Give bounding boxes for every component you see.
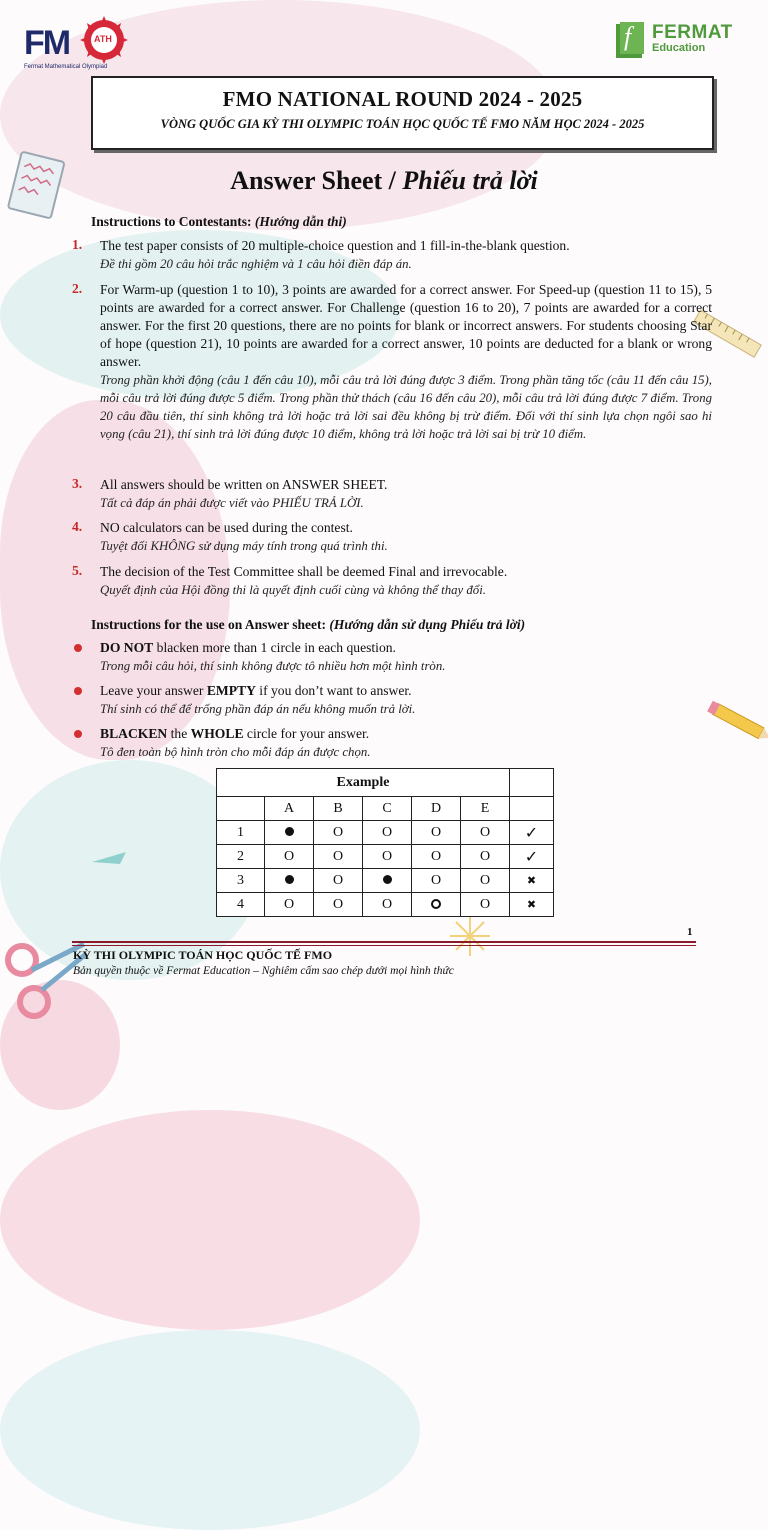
empty-circle: O <box>412 869 461 893</box>
example-table <box>216 768 554 917</box>
instruction-text-vi: Đề thi gồm 20 câu hỏi trắc nghiệm và 1 câu hỏi điền đáp án. <box>100 257 412 271</box>
answer-sheet-title-en: Answer Sheet / <box>230 166 396 195</box>
page-title: FMO NATIONAL ROUND 2024 - 2025 <box>222 87 583 111</box>
page-subtitle: VÒNG QUỐC GIA KỲ THI OLYMPIC TOÁN HỌC QUỐC TẾ FMO NĂM HỌC 2024 - 2025 <box>160 117 645 131</box>
check-icon: ✓ <box>510 821 554 845</box>
footer-divider <box>72 941 696 943</box>
instructions-heading-vi: (Hướng dẫn thi) <box>254 214 347 229</box>
empty-circle: O <box>461 893 510 917</box>
column-header: E <box>461 797 510 821</box>
instruction-text-en: The test paper consists of 20 multiple-choice question and 1 fill-in-the-blank question. <box>100 238 570 253</box>
table-row <box>217 869 554 893</box>
filled-circle-icon <box>265 869 314 893</box>
empty-circle: O <box>461 821 510 845</box>
footer-copyright: Bản quyền thuộc về Fermat Education – Nghiêm cấm sao chép dưới mọi hình thức <box>73 965 454 977</box>
footer-title: KỲ THI OLYMPIC TOÁN HỌC QUỐC TẾ FMO <box>73 948 333 962</box>
empty-circle: O <box>363 821 412 845</box>
item-number: 4. <box>72 519 83 534</box>
row-label: 2 <box>217 845 265 869</box>
page-number: 1 <box>687 926 693 938</box>
item-number: 5. <box>72 563 83 578</box>
table-cell <box>510 769 554 797</box>
instruction-item <box>100 281 712 443</box>
row-label: 4 <box>217 893 265 917</box>
empty-circle: O <box>363 845 412 869</box>
instruction-text-en: For Warm-up (question 1 to 10), 3 points are awarded for a correct answer. For Speed-up (question 11 to 15), 5 points are awarded for a correct answer. For Challenge (question 16 to 20), 7 points are awarded for a correct answer. For the first 20 questions, there are no points for blank or incorrect answers. For students choosing Star of hope (question 21), 10 points are awarded for a correct answer, 10 points are deducted for a blank or wrong answer. <box>100 282 712 369</box>
sparkle-icon <box>448 914 492 958</box>
column-header: D <box>412 797 461 821</box>
header-box <box>91 76 714 150</box>
fmo-logo-letters: FM <box>24 24 70 62</box>
row-label: 3 <box>217 869 265 893</box>
instructions-heading-en: Instructions to Contestants: <box>91 214 252 229</box>
example-header-row <box>217 797 554 821</box>
instructions-heading <box>91 214 347 230</box>
table-row <box>217 893 554 917</box>
table-cell <box>217 797 265 821</box>
bullet-dot <box>74 687 82 695</box>
usage-item <box>100 639 712 675</box>
answer-sheet-title-vi: Phiếu trả lời <box>402 166 538 195</box>
instruction-text-vi: Tất cả đáp án phải được viết vào PHIẾU TRẢ LỜI. <box>100 496 364 510</box>
item-number: 3. <box>72 476 83 491</box>
sparkle-icon <box>90 848 130 866</box>
answer-sheet-title <box>0 166 768 196</box>
fmo-logo-tagline: Fermat Mathematical Olympiad <box>24 64 108 70</box>
usage-text-vi: Trong mỗi câu hỏi, thí sinh không được tô nhiều hơn một hình tròn. <box>100 659 446 673</box>
usage-rest: if you don’t want to answer. <box>255 683 412 698</box>
usage-heading <box>91 617 525 633</box>
empty-circle: O <box>412 845 461 869</box>
ring-circle-icon <box>412 893 461 917</box>
instruction-item <box>100 563 712 599</box>
filled-circle-icon <box>363 869 412 893</box>
item-number: 2. <box>72 281 83 296</box>
empty-circle: O <box>314 893 363 917</box>
usage-item <box>100 725 712 761</box>
cross-icon: ✖ <box>510 869 554 893</box>
empty-circle: O <box>265 893 314 917</box>
fermat-logo-sub: Education <box>652 42 706 54</box>
fermat-logo-name: FERMAT <box>652 22 733 43</box>
usage-bold: EMPTY <box>206 683 256 698</box>
table-row <box>217 821 554 845</box>
usage-text-en <box>100 682 712 700</box>
empty-circle: O <box>461 845 510 869</box>
usage-bold: DO NOT <box>100 640 154 655</box>
example-title-row <box>217 769 554 797</box>
usage-item <box>100 682 712 718</box>
fmo-logo <box>24 14 132 74</box>
footer-divider <box>72 945 696 946</box>
usage-rest: circle for your answer. <box>243 726 370 741</box>
usage-pre: Leave your answer <box>100 683 207 698</box>
empty-circle: O <box>314 869 363 893</box>
usage-text-vi: Thí sinh có thể để trống phần đáp án nếu không muốn trả lời. <box>100 702 416 716</box>
usage-heading-en: Instructions for the use on Answer sheet: <box>91 617 327 632</box>
empty-circle: O <box>363 893 412 917</box>
empty-circle: O <box>314 821 363 845</box>
empty-circle: O <box>412 821 461 845</box>
column-header: C <box>363 797 412 821</box>
empty-circle: O <box>461 869 510 893</box>
instruction-item <box>100 519 712 555</box>
usage-heading-vi: (Hướng dẫn sử dụng Phiếu trả lời) <box>329 617 526 632</box>
usage-text-en <box>100 725 712 743</box>
usage-text-vi: Tô đen toàn bộ hình tròn cho mỗi đáp án được chọn. <box>100 745 371 759</box>
column-header: B <box>314 797 363 821</box>
instruction-text-vi: Trong phần khởi động (câu 1 đến câu 10), mỗi câu trả lời đúng được 3 điểm. Trong phần tăng tốc (câu 11 đến câu 15), mỗi câu trả lời đúng được 5 điểm. Trong phần thử thách (câu 16 đến câu 20), mỗi câu trả lời đúng được 7 điểm. Trong 20 câu đầu tiên, thí sinh không trả lời hoặc trả lời sai đều không bị trừ điểm. Đối với thí sinh lựa chọn ngôi sao hi vọng (câu 21), thí sinh trả lời đúng được 10 điểm, không trả lời hoặc trả lời sai bị trừ 10 điểm. <box>100 373 712 441</box>
column-header: A <box>265 797 314 821</box>
fmo-logo-ath: ATH <box>94 34 112 44</box>
instruction-text-en: The decision of the Test Committee shall be deemed Final and irrevocable. <box>100 564 508 579</box>
instruction-text-en: All answers should be written on ANSWER SHEET. <box>100 477 388 492</box>
empty-circle: O <box>265 845 314 869</box>
instruction-text-vi: Quyết định của Hội đồng thi là quyết định cuối cùng và không thể thay đổi. <box>100 583 486 597</box>
bullet-dot <box>74 644 82 652</box>
instruction-text-vi: Tuyệt đối KHÔNG sử dụng máy tính trong quá trình thi. <box>100 539 388 553</box>
usage-mid: the <box>167 726 191 741</box>
pencil-icon <box>704 694 768 748</box>
item-number: 1. <box>72 237 83 252</box>
cross-icon: ✖ <box>510 893 554 917</box>
usage-bold: BLACKEN <box>100 726 168 741</box>
check-icon: ✓ <box>510 845 554 869</box>
fermat-logo-glyph: f <box>624 22 632 51</box>
usage-bold: WHOLE <box>190 726 244 741</box>
decor-blob <box>0 1110 420 1330</box>
empty-circle: O <box>314 845 363 869</box>
usage-rest: blacken more than 1 circle in each question. <box>153 640 396 655</box>
bullet-dot <box>74 730 82 738</box>
instruction-item <box>100 237 712 273</box>
filled-circle-icon <box>265 821 314 845</box>
instruction-item <box>100 476 712 512</box>
instruction-text-en: NO calculators can be used during the contest. <box>100 520 353 535</box>
decor-blob <box>0 1330 420 1530</box>
example-title: Example <box>217 769 510 797</box>
usage-text-en <box>100 639 712 657</box>
table-row <box>217 845 554 869</box>
fermat-logo <box>612 20 752 62</box>
row-label: 1 <box>217 821 265 845</box>
table-cell <box>510 797 554 821</box>
